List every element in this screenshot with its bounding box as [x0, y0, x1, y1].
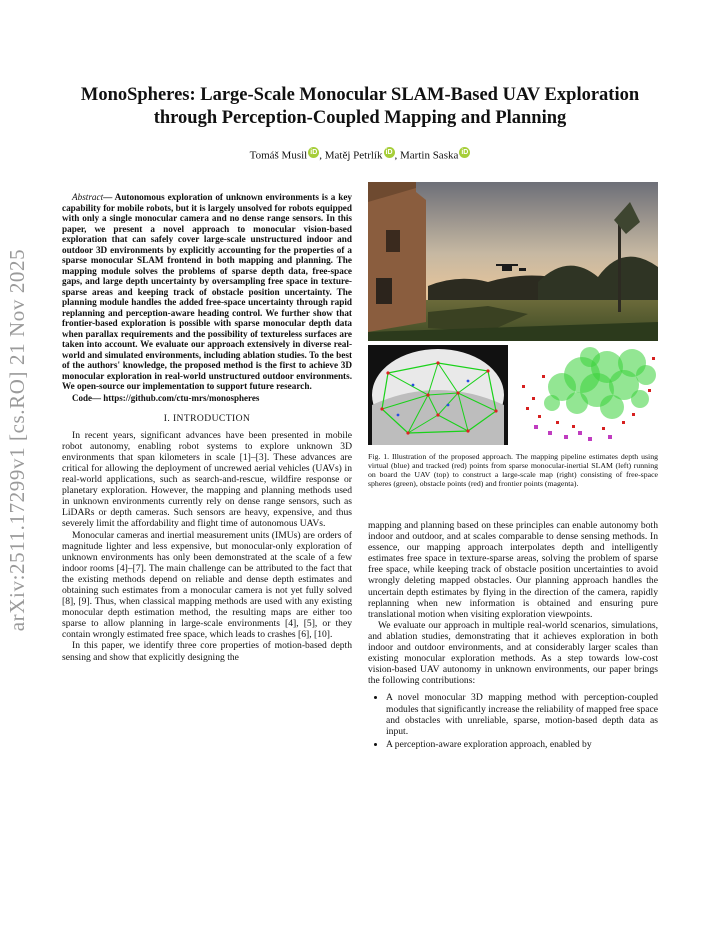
orcid-icon[interactable]: iD [385, 149, 393, 156]
author-name: Martin Saska [400, 149, 459, 162]
section-heading: I. INTRODUCTION [163, 412, 251, 424]
figure-subpanels [368, 345, 658, 445]
orcid-icon[interactable]: iD [461, 149, 469, 156]
slam-view [368, 345, 508, 445]
author-name: Tomáš Musil [249, 149, 308, 162]
code-link[interactable]: Code— https://github.com/ctu-mrs/monospheres [72, 392, 260, 403]
slam-view-drawing [368, 345, 508, 445]
right-column [368, 182, 658, 752]
body-paragraph: mapping and planning based on these principles can enable autonomy both indoor and outdoor, and at scales comparable to dense sensing methods. In essence, our mapping approach interpolates depth and intelligently estimates free space in texture-sparse areas, solving the problem of sparse free space, while keeping track of obstacle position uncertainties to avoid wrongly deleting mapped obstacles. Our planning approach handles the uncertain depth estimates by flying in the direction of the camera, rapidly replanning when new information is obtained and ensuring pure translational motion when visiting exploration viewpoints. [368, 520, 658, 620]
author-separator: , [394, 149, 400, 162]
abstract-text: — Autonomous exploration of unknown environments is a key capability for mobile robots, but it is largely unsolved for robots equipped with only a single monocular camera and no dense range sensors. In this paper, we present a novel approach to monocular vision-based exploration that can safely cover large-scale unstructured indoor and outdoor 3D environments by explicitly accounting for the properties of a sparse monocular SLAM frontend in both mapping and planning. The mapping module solves the problems of sparse depth data, free-space gaps, and large depth uncertainty by oversampling free space in texture-sparse areas and keeping track of obstacle position uncertainty. The planning module handles the added free-space uncertainty through rapid replanning and perception-aware heading control. We further show that frontier-based exploration is possible with sparse monocular depth data when parallax requirements and the possibility of textureless surfaces are taken into account. We evaluate our approach extensively in diverse real-world and simulated environments, including ablation studies. To the best of the authors' knowledge, the proposed method is the first to achieve 3D monocular exploration in real-world unstructured outdoor environments. We open-source our implementation to support future research. [62, 192, 352, 391]
left-column [62, 192, 352, 663]
arxiv-stamp: arXiv:2511.17299v1 [cs.RO] 21 Nov 2025 [5, 248, 29, 632]
right-body [368, 520, 658, 750]
intro-paragraph: Monocular cameras and inertial measurement units (IMUs) are orders of magnitude lighter and less expensive, but monocular-only exploration of unknown environments has only been demonstrated at the scale of a few indoor rooms [4]–[7]. The main challenge can be attributed to the fact that the existing methods depend on reliable and dense depth estimates and obtaining such estimates from a monocular camera is not yet fully solved [8], [9]. Thus, when classical mapping methods are used with any existing monocular depth estimation method, the resulting maps are either too sparse to allow planning in large-scale environments [4], [5], or they contain wrongly estimated free space, which leads to crashes [6], [10]. [62, 529, 352, 641]
author-list [60, 147, 660, 162]
intro-paragraph: In recent years, significant advances have been presented in mobile robot autonomy, enabling robot systems to explore unknown 3D environments that span kilometers in scale [1]–[3]. These advances are critical for allowing the deployment of uncrewed aerial vehicles (UAVs) in real-world applications, such as search-and-rescue, wildfire response or planetary exploration. However, the mapping and planning methods used in unknown environments currently rely on dense range sensors, such as LiDARs or depth cameras. Such sensors are heavy, expensive, and thus severely limit the affordability and flight time of autonomous UAVs. [62, 429, 352, 530]
figure-caption-text: Fig. 1. Illustration of the proposed approach. The mapping pipeline estimates depth using virtual (blue) and tracked (red) points from sparse monocular-inertial SLAM (left) running on board the UAV (top) to construct a large-scale map (right) consisting of free-space spheres (green), obstacle points (red) and frontier points (magenta). [368, 452, 658, 488]
figure-caption [368, 452, 658, 488]
contribution-item: • A perception-aware exploration approach, enabled by [386, 739, 658, 750]
abstract-label: Abstract [72, 192, 104, 202]
paper-title: MonoSpheres: Large-Scale Monocular SLAM-Based UAV Exploration through Perception-Coupled Mapping and Planning [80, 85, 640, 128]
contribution-list [368, 692, 658, 749]
uav-photo-drawing [368, 182, 658, 341]
map-view-drawing [512, 345, 658, 445]
orcid-icon[interactable]: iD [310, 149, 318, 156]
author-separator: , [319, 149, 325, 162]
uav-photo [368, 182, 658, 341]
intro-paragraph: In this paper, we identify three core properties of motion-based depth sensing and show that explicitly designing the [62, 640, 352, 663]
author-name: Matěj Petrlík [324, 149, 383, 162]
body-paragraph: We evaluate our approach in multiple real-world scenarios, simulations, and ablation studies, demonstrating that it achieves exploration in both indoor and outdoor environments, and at considerably larger scales than existing monocular exploration methods. As a step towards low-cost vision-based UAV autonomy in unknown environments, our paper brings the following contributions: [368, 619, 658, 687]
map-view [512, 345, 658, 445]
contribution-item: • A novel monocular 3D mapping method with perception-coupled modules that significantly increase the reliability of mapped free space and obstacles with unreliable, sparse, motion-based depth data as input. [386, 692, 658, 736]
abstract [62, 192, 352, 392]
